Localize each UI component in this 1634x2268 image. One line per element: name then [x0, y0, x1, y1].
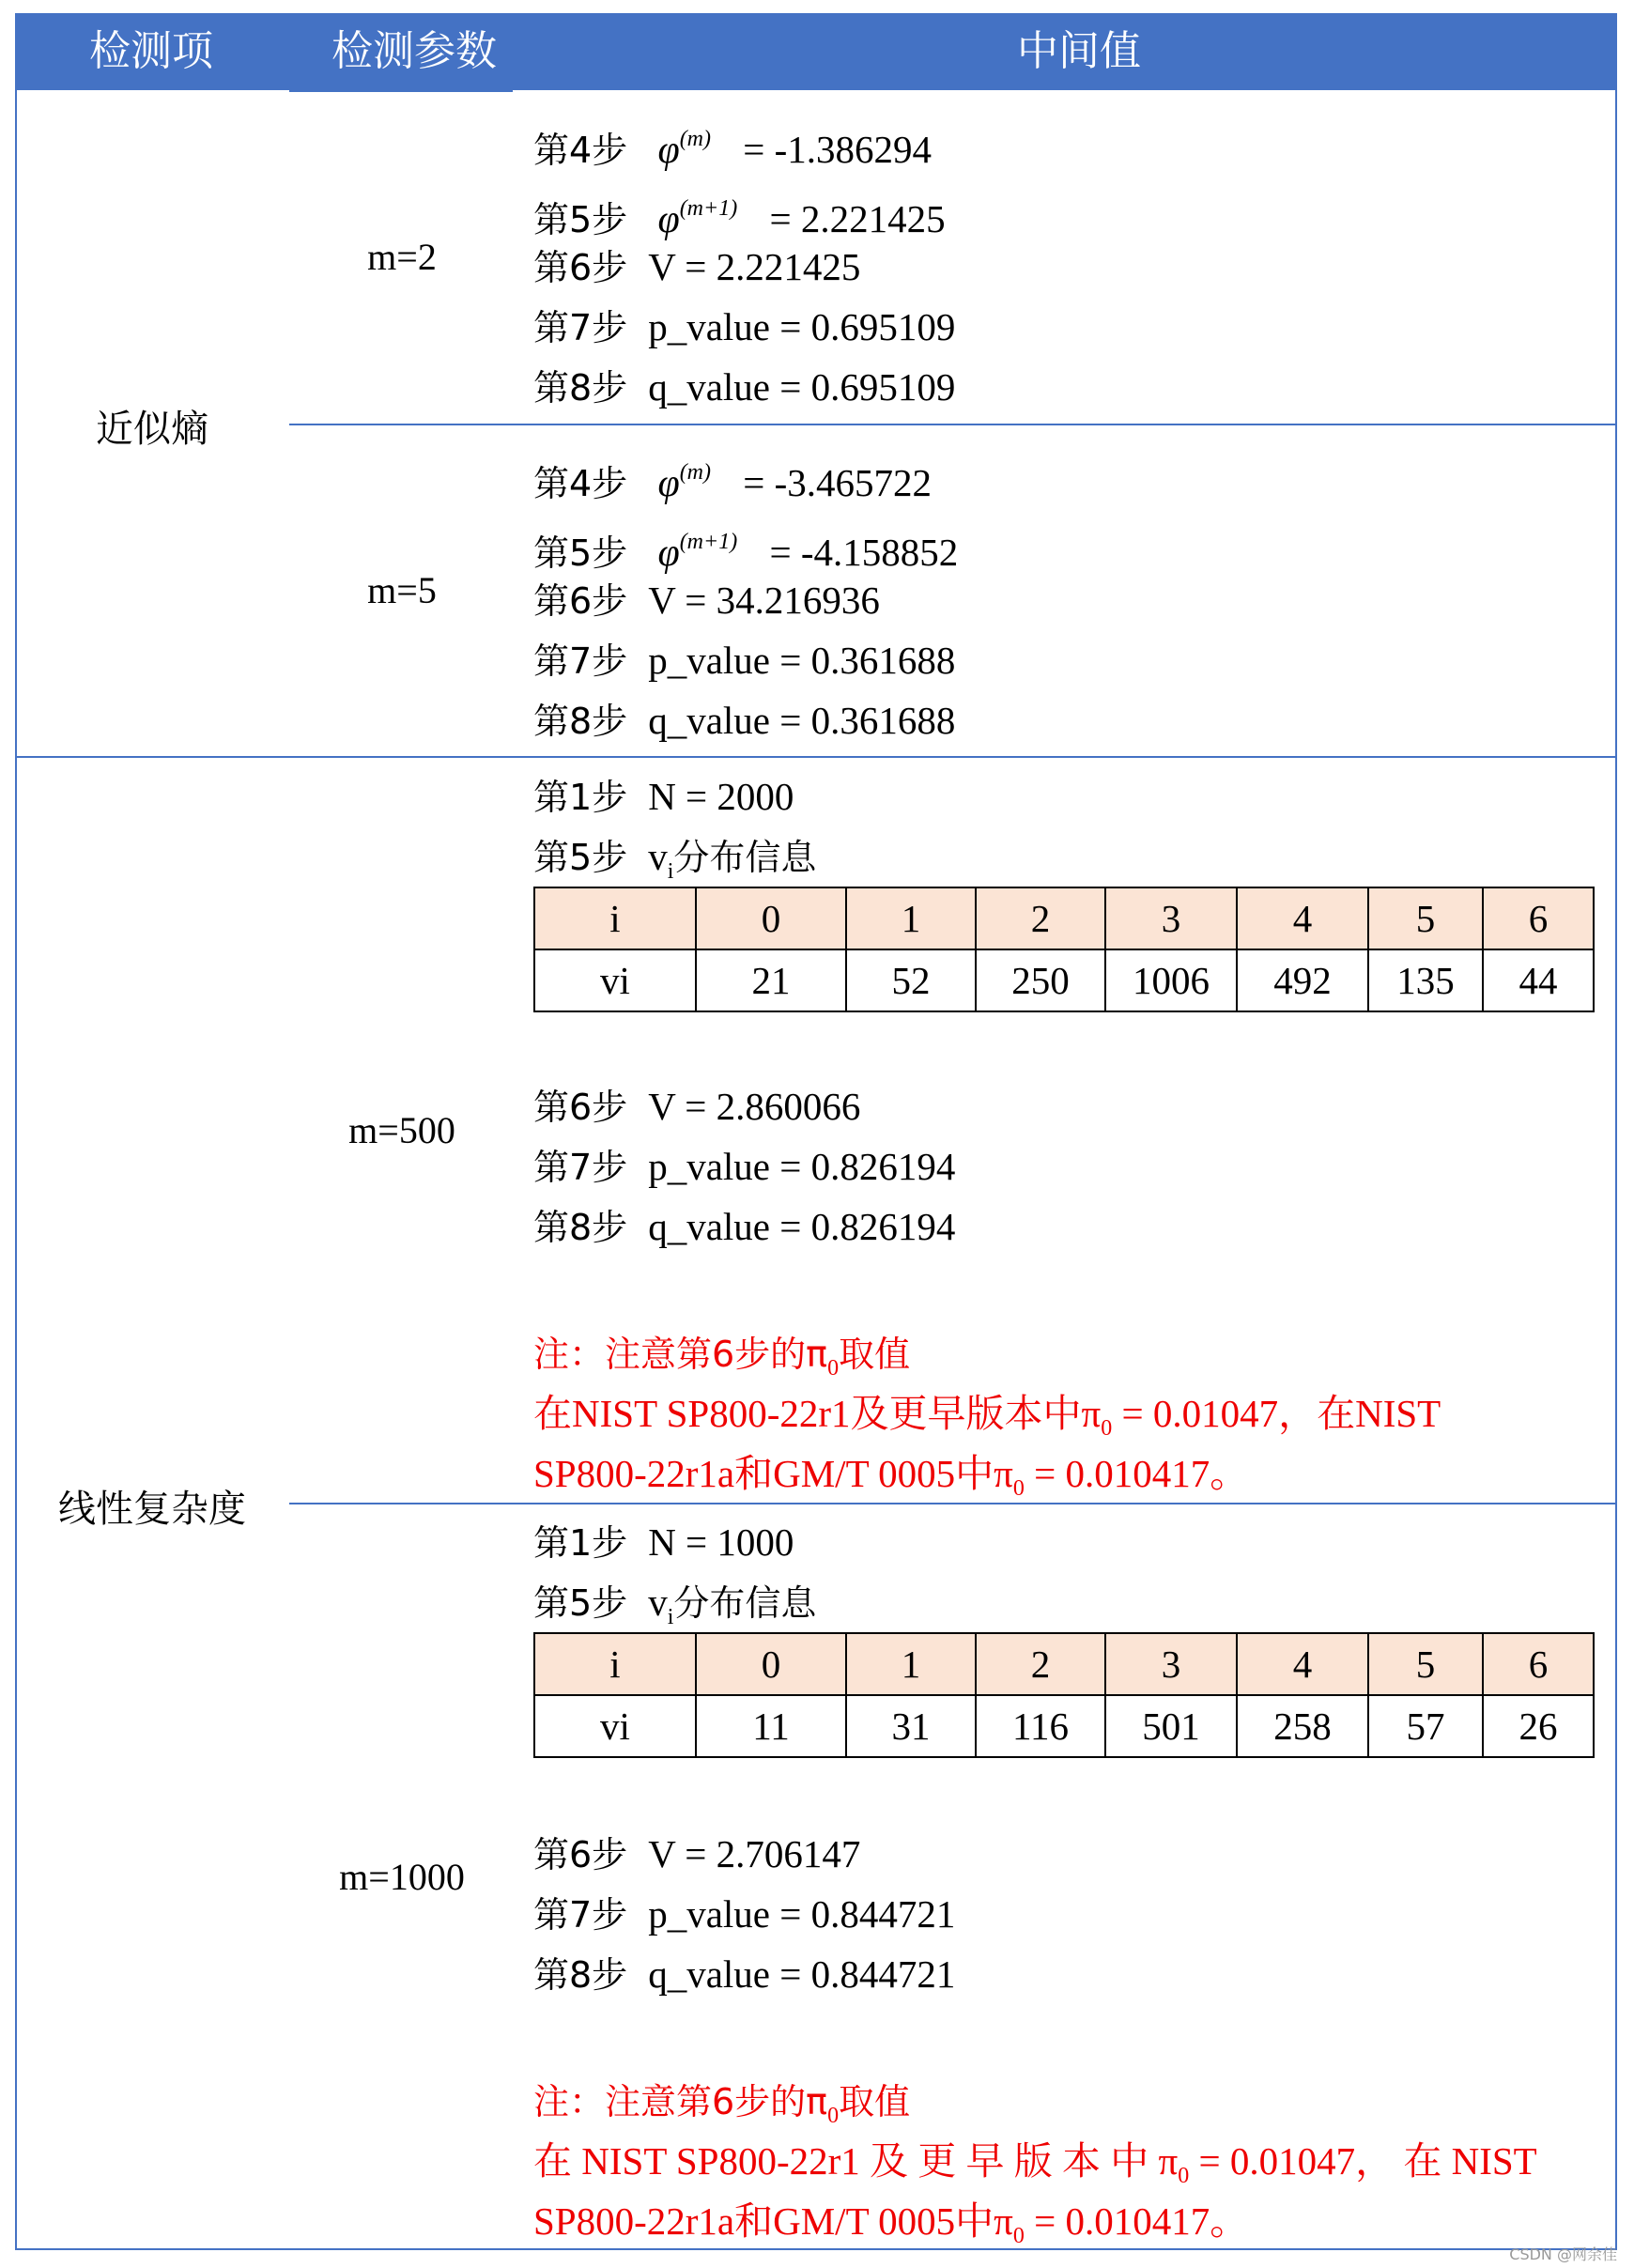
- step-value: p_value = 0.361688: [648, 639, 956, 682]
- table-cell: 0: [696, 887, 846, 949]
- step-value: N = 2000: [648, 775, 794, 818]
- table-row: [534, 1633, 1594, 1695]
- step-row: [533, 182, 946, 241]
- table-cell: 31: [846, 1695, 976, 1757]
- table-cell: 26: [1483, 1695, 1594, 1757]
- table-cell: 52: [846, 949, 976, 1011]
- table-cell: 3: [1105, 887, 1237, 949]
- vi-subscript: i: [667, 859, 674, 885]
- step-value: = -3.465722: [743, 461, 933, 504]
- step-value: = -1.386294: [743, 128, 933, 171]
- phi-symbol: φ: [657, 198, 680, 241]
- note-text: = 0.010417。: [1024, 1452, 1249, 1495]
- note-text: 注：注意第6步的π: [533, 1334, 828, 1375]
- phi-superscript: (m+1): [679, 196, 738, 221]
- note-line: [533, 1324, 910, 1382]
- step-value: q_value = 0.695109: [648, 365, 956, 409]
- right-border: [1615, 90, 1617, 2250]
- note-subscript: 0: [1101, 1416, 1113, 1442]
- step-label: 第4步: [533, 130, 628, 171]
- phi-symbol: φ: [657, 532, 680, 575]
- note-text: SP800-22r1a和GM/T 0005中π: [533, 2199, 1013, 2243]
- step-label: 第5步: [533, 532, 628, 574]
- step-label: 第7步: [533, 640, 628, 682]
- phi-superscript: (m): [679, 127, 712, 151]
- note-text: 在NIST SP800-22r1及更早版本中π: [533, 1392, 1102, 1435]
- watermark: CSDN @网余佳: [1509, 2245, 1617, 2263]
- step-value: V = 2.221425: [648, 245, 861, 288]
- step-label: 第7步: [533, 307, 628, 348]
- note-subscript: 0: [827, 1356, 840, 1381]
- step-label: 第6步: [533, 1834, 628, 1875]
- table-cell: 3: [1105, 1633, 1237, 1695]
- note-text: 注：注意第6步的π: [533, 2081, 828, 2122]
- table-header: [15, 13, 1617, 90]
- category-approx-entropy: 近似熵: [96, 408, 208, 451]
- category-linear-complexity: 线性复杂度: [58, 1488, 246, 1531]
- step-value: N = 1000: [648, 1520, 794, 1564]
- param-m2: m=2: [367, 236, 437, 278]
- phi-superscript: (m+1): [679, 530, 738, 554]
- table-cell: 135: [1368, 949, 1483, 1011]
- step-label: 第5步: [533, 1582, 628, 1624]
- step-row: [533, 516, 959, 575]
- step-row: [533, 1516, 794, 1568]
- step-label: 第7步: [533, 1147, 628, 1188]
- table-cell: 6: [1483, 1633, 1594, 1695]
- step-label: 第6步: [533, 1087, 628, 1128]
- step-value: q_value = 0.361688: [648, 699, 956, 742]
- step-row: [533, 1080, 860, 1133]
- step-label: 第8步: [533, 701, 628, 742]
- note-line: [533, 1444, 1248, 1503]
- table-cell: 6: [1483, 887, 1594, 949]
- table-cell: 5: [1368, 887, 1483, 949]
- step-value: p_value = 0.844721: [648, 1892, 956, 1936]
- table-cell: 1: [846, 887, 976, 949]
- note-line: [533, 2072, 910, 2130]
- vi-symbol: v: [648, 835, 668, 878]
- step-row: [533, 113, 933, 172]
- step-label: 第6步: [533, 247, 628, 288]
- table-cell: 4: [1237, 887, 1368, 949]
- vi-symbol: v: [648, 1581, 668, 1624]
- step-value: = -4.158852: [769, 531, 959, 574]
- table-cell: 0: [696, 1633, 846, 1695]
- note-text: = 0.010417。: [1024, 2199, 1249, 2243]
- step-value: 分布信息: [673, 1582, 817, 1624]
- step-row: [533, 830, 816, 883]
- note-text: 取值: [839, 1334, 911, 1375]
- table-cell: 2: [976, 1633, 1105, 1695]
- step-label: 第1步: [533, 777, 628, 818]
- note-text: = 0.01047，在NIST: [1112, 1392, 1441, 1435]
- step-row: [533, 694, 955, 747]
- step-label: 第4步: [533, 463, 628, 504]
- step-row: [533, 1948, 955, 2000]
- table-cell: i: [534, 1633, 696, 1695]
- step-value: V = 34.216936: [648, 579, 880, 622]
- phi-symbol: φ: [657, 129, 680, 172]
- note-text: = 0.01047， 在 NIST: [1189, 2139, 1537, 2183]
- table-row: [534, 1695, 1594, 1757]
- step-label: 第7步: [533, 1894, 628, 1936]
- step-label: 第8步: [533, 1954, 628, 1996]
- note-text: 在 NIST SP800-22r1 及 更 早 版 本 中 π: [533, 2139, 1179, 2183]
- step-label: 第5步: [533, 837, 628, 878]
- note-subscript: 0: [1178, 2164, 1190, 2189]
- note-line: [533, 2132, 1537, 2190]
- divider: [15, 756, 1617, 758]
- table-cell: 21: [696, 949, 846, 1011]
- step-value: V = 2.860066: [648, 1085, 861, 1128]
- table-cell: vi: [534, 949, 696, 1011]
- param-m500: m=500: [348, 1109, 455, 1151]
- step-row: [533, 770, 794, 823]
- header-param: 检测参数: [331, 27, 497, 75]
- step-row: [533, 574, 880, 626]
- param-m1000: m=1000: [339, 1856, 465, 1898]
- table-cell: 492: [1237, 949, 1368, 1011]
- divider: [289, 1503, 1617, 1504]
- step-row: [533, 1888, 955, 1940]
- table-cell: 57: [1368, 1695, 1483, 1757]
- step-row: [533, 1200, 955, 1253]
- step-label: 第1步: [533, 1522, 628, 1564]
- note-line: [533, 1384, 1441, 1443]
- step-label: 第5步: [533, 199, 628, 240]
- step-value: = 2.221425: [769, 197, 946, 240]
- step-value: q_value = 0.844721: [648, 1952, 956, 1996]
- table-cell: 258: [1237, 1695, 1368, 1757]
- vi-distribution-table: [533, 887, 1595, 1012]
- table-cell: 250: [976, 949, 1105, 1011]
- step-row: [533, 1828, 860, 1880]
- table-cell: 116: [976, 1695, 1105, 1757]
- table-cell: 2: [976, 887, 1105, 949]
- table-cell: vi: [534, 1695, 696, 1757]
- table-cell: 11: [696, 1695, 846, 1757]
- param-m5: m=5: [367, 569, 437, 611]
- table-row: [534, 949, 1594, 1011]
- step-value: p_value = 0.695109: [648, 305, 956, 348]
- note-subscript: 0: [1012, 2224, 1025, 2249]
- header-values: 中间值: [1017, 27, 1141, 75]
- note-subscript: 0: [1012, 1476, 1025, 1502]
- step-row: [533, 361, 955, 413]
- table-cell: 501: [1105, 1695, 1237, 1757]
- step-row: [533, 446, 933, 505]
- step-row: [533, 301, 955, 353]
- step-label: 第6步: [533, 580, 628, 622]
- step-label: 第8步: [533, 1207, 628, 1248]
- note-line: [533, 2192, 1248, 2250]
- step-value: q_value = 0.826194: [648, 1205, 956, 1248]
- divider: [289, 424, 1617, 425]
- vi-subscript: i: [667, 1605, 674, 1630]
- table-row: [534, 887, 1594, 949]
- table-cell: 1006: [1105, 949, 1237, 1011]
- step-label: 第8步: [533, 367, 628, 409]
- table-cell: 4: [1237, 1633, 1368, 1695]
- table-cell: 1: [846, 1633, 976, 1695]
- step-value: 分布信息: [673, 837, 817, 878]
- phi-superscript: (m): [679, 460, 712, 485]
- divider: [289, 90, 513, 92]
- table-cell: 44: [1483, 949, 1594, 1011]
- header-item: 检测项: [89, 27, 213, 75]
- table-cell: i: [534, 887, 696, 949]
- vi-distribution-table: [533, 1632, 1595, 1758]
- note-text: SP800-22r1a和GM/T 0005中π: [533, 1452, 1013, 1495]
- step-value: p_value = 0.826194: [648, 1145, 956, 1188]
- step-row: [533, 1140, 955, 1193]
- table-cell: 5: [1368, 1633, 1483, 1695]
- step-row: [533, 634, 955, 687]
- note-subscript: 0: [827, 2104, 840, 2129]
- step-row: [533, 1576, 816, 1628]
- note-text: 取值: [839, 2081, 911, 2122]
- step-row: [533, 240, 860, 293]
- step-value: V = 2.706147: [648, 1832, 861, 1875]
- phi-symbol: φ: [657, 462, 680, 505]
